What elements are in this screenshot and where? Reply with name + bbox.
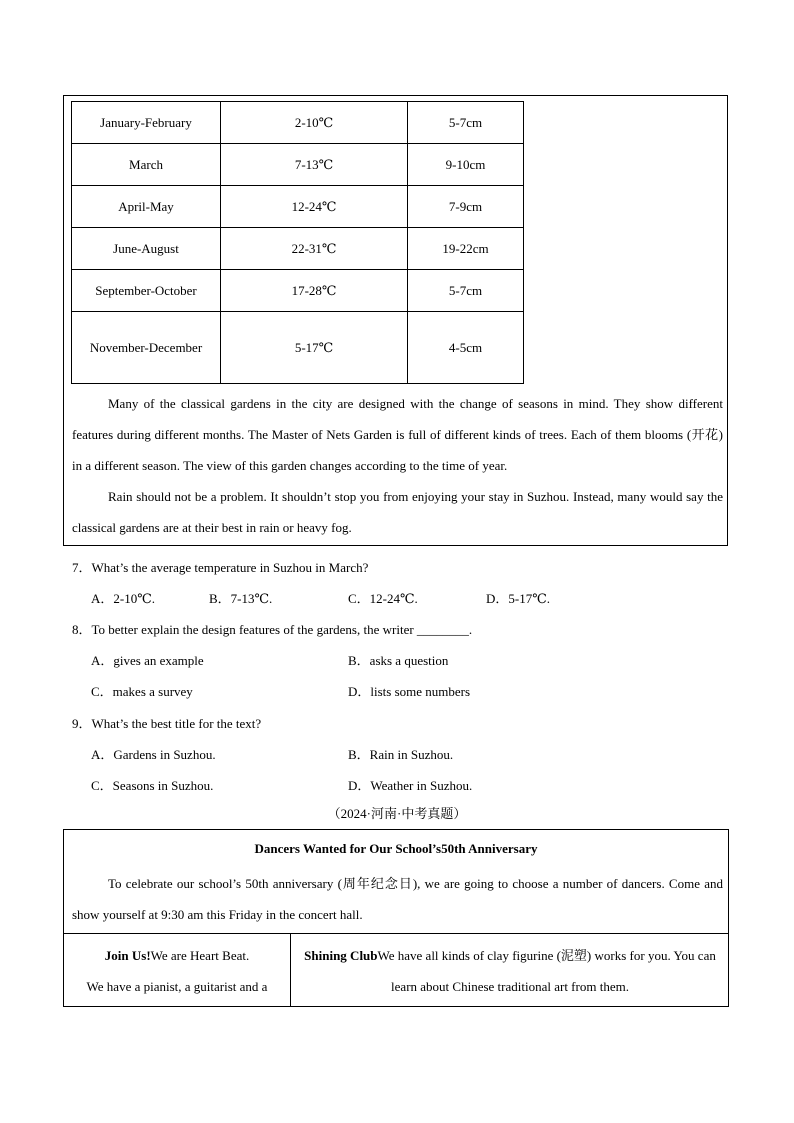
table-row bbox=[72, 186, 524, 228]
question-9-option-d: D．Weather in Suzhou. bbox=[348, 778, 473, 793]
period-cell: June-August bbox=[72, 228, 221, 270]
club-cell-shining-club bbox=[298, 940, 722, 1002]
rainfall-cell: 5-7cm bbox=[408, 102, 524, 144]
question-7-option-c: C．12-24℃. bbox=[348, 591, 418, 606]
question-9-option-b: B．Rain in Suzhou. bbox=[348, 747, 454, 762]
temperature-cell: 2-10℃ bbox=[221, 102, 408, 144]
question-7-stem: 7．What’s the average temperature in Suzhou in March? bbox=[72, 560, 369, 575]
question-7-option-d: D．5-17℃. bbox=[486, 591, 551, 606]
rainfall-cell: 5-7cm bbox=[408, 270, 524, 312]
question-8-stem: 8．To better explain the design features of the gardens, the writer ________. bbox=[72, 622, 473, 637]
rainfall-cell: 7-9cm bbox=[408, 186, 524, 228]
temperature-cell: 7-13℃ bbox=[221, 144, 408, 186]
rainfall-cell: 4-5cm bbox=[408, 312, 524, 384]
question-9-option-c: C．Seasons in Suzhou. bbox=[91, 778, 214, 793]
question-7-option-a: A．2-10℃. bbox=[91, 591, 156, 606]
source-label: （2024·河南·中考真题） bbox=[327, 806, 467, 821]
notice-intro bbox=[72, 868, 723, 930]
period-cell: September-October bbox=[72, 270, 221, 312]
period-cell: March bbox=[72, 144, 221, 186]
temperature-cell: 17-28℃ bbox=[221, 270, 408, 312]
climate-table bbox=[71, 101, 524, 384]
rainfall-cell: 9-10cm bbox=[408, 144, 524, 186]
passage-paragraph-1: Many of the classical gardens in the city are designed with the change of seasons in mind. They show different features during different months. The Master of Nets Garden is full of different kinds of trees. Each of them blooms (开花) in a different season. The view of this garden changes according to the time of year. bbox=[72, 396, 723, 473]
club-heading: Shining Club bbox=[304, 948, 378, 963]
rainfall-cell: 19-22cm bbox=[408, 228, 524, 270]
question-9-option-a: A．Gardens in Suzhou. bbox=[91, 747, 216, 762]
table-row bbox=[72, 228, 524, 270]
passage-paragraph-2: Rain should not be a problem. It shouldn’t stop you from enjoying your stay in Suzhou. Instead, many would say the classical gardens are at their best in rain or heavy fog. bbox=[72, 489, 723, 535]
notice-box bbox=[63, 829, 729, 1007]
table-row bbox=[72, 312, 524, 384]
reading-passage-box bbox=[63, 95, 728, 546]
period-cell: April-May bbox=[72, 186, 221, 228]
notice-intro-text: To celebrate our school’s 50th anniversary (周年纪念日), we are going to choose a number of dancers. Come and show yourself at 9:30 am this Friday in the concert hall. bbox=[72, 876, 723, 922]
question-9-stem: 9．What’s the best title for the text? bbox=[72, 716, 262, 731]
club-text: We are Heart Beat. bbox=[150, 948, 250, 963]
question-8-option-c: C．makes a survey bbox=[91, 684, 193, 699]
question-7-option-b: B．7-13℃. bbox=[209, 591, 273, 606]
temperature-cell: 22-31℃ bbox=[221, 228, 408, 270]
club-text: We have all kinds of clay figurine (泥塑) works for you. You can learn about Chinese traditional art from them. bbox=[377, 948, 716, 994]
divider bbox=[290, 933, 291, 1007]
period-cell: November-December bbox=[72, 312, 221, 384]
club-text: We have a pianist, a guitarist and a bbox=[86, 979, 268, 994]
table-row bbox=[72, 270, 524, 312]
club-cell-heart-beat bbox=[70, 940, 284, 1002]
temperature-cell: 12-24℃ bbox=[221, 186, 408, 228]
temperature-cell: 5-17℃ bbox=[221, 312, 408, 384]
club-heading: Join Us! bbox=[104, 948, 151, 963]
passage-text bbox=[72, 388, 723, 543]
question-8-option-d: D．lists some numbers bbox=[348, 684, 471, 699]
table-row bbox=[72, 144, 524, 186]
table-row bbox=[72, 102, 524, 144]
divider bbox=[64, 933, 728, 934]
question-8-option-a: A．gives an example bbox=[91, 653, 204, 668]
question-8-option-b: B．asks a question bbox=[348, 653, 449, 668]
period-cell: January-February bbox=[72, 102, 221, 144]
notice-title: Dancers Wanted for Our School’s50th Anniversary bbox=[254, 841, 538, 856]
